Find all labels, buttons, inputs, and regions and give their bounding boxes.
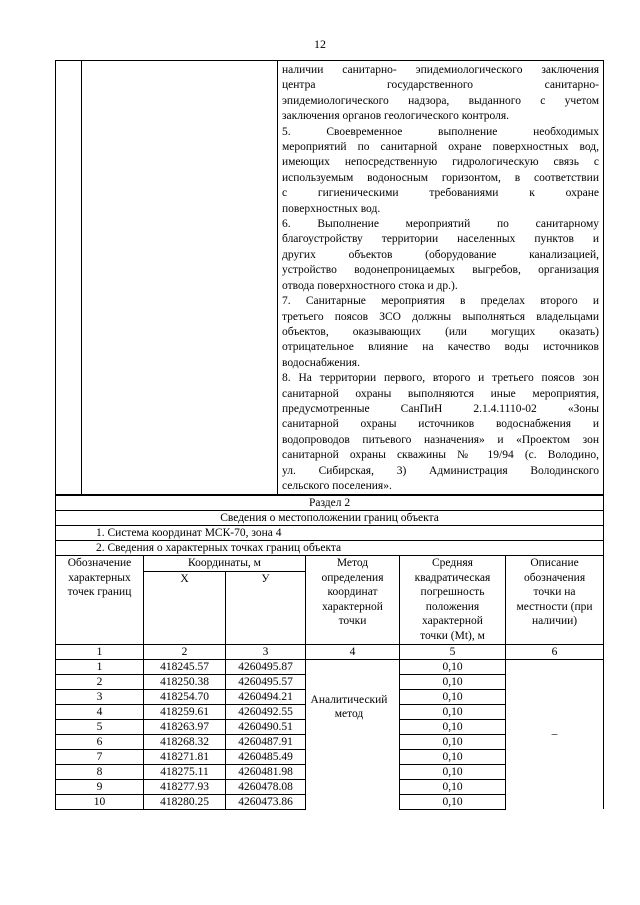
text-line: санитарной охраны скважины № 19/94 (с. Володино, bbox=[282, 449, 599, 462]
column-number: 6 bbox=[506, 644, 604, 659]
coord-y: 4260487.91 bbox=[226, 734, 306, 749]
column-number: 5 bbox=[400, 644, 506, 659]
continuation-paragraph bbox=[282, 63, 599, 125]
text-line: 7. Санитарные мероприятия в пределах второго и bbox=[282, 295, 599, 308]
header-text: точки на bbox=[533, 586, 576, 598]
error-value: 0,10 bbox=[400, 734, 506, 749]
header-text: положения bbox=[425, 600, 480, 613]
error-value: 0,10 bbox=[400, 689, 506, 704]
coord-x: 418280.25 bbox=[144, 794, 226, 809]
text-line: сельского поселения». bbox=[282, 479, 392, 492]
text-line: водопроводов питьевого назначения» и «Проектом зон bbox=[282, 433, 599, 446]
coord-x: 418263.97 bbox=[144, 719, 226, 734]
coord-x: 418277.93 bbox=[144, 779, 226, 794]
header-text: Метод bbox=[336, 557, 369, 569]
header-text: Обозначение bbox=[67, 557, 132, 569]
measures-text-cell bbox=[278, 61, 604, 495]
header-text: точки bbox=[338, 615, 367, 627]
text-line: ул. Сибирская, 3) Администрация Володинского bbox=[282, 464, 599, 477]
point-number: 5 bbox=[56, 719, 144, 734]
text-line: заключения органов геологического контроля. bbox=[282, 110, 510, 123]
header-text: погрешность bbox=[420, 586, 485, 598]
text-line: 6. Выполнение мероприятий по санитарному bbox=[282, 218, 599, 231]
coord-y: 4260485.49 bbox=[226, 749, 306, 764]
error-value: 0,10 bbox=[400, 794, 506, 809]
text-line: водоснабжения. bbox=[282, 356, 360, 369]
text-line: отрицательное влияние на качество воды источников bbox=[282, 341, 599, 354]
coord-y: 4260492.55 bbox=[226, 704, 306, 719]
error-value: 0,10 bbox=[400, 674, 506, 689]
header-error bbox=[400, 556, 506, 645]
coord-y: 4260490.51 bbox=[226, 719, 306, 734]
header-text: характерной bbox=[322, 600, 383, 613]
coord-x: 418245.57 bbox=[144, 659, 226, 674]
text-line: 8. На территории первого, второго и третьего поясов зон bbox=[282, 372, 599, 385]
text-line: санитарной охраны выполняются иные мероприятия, bbox=[282, 387, 599, 400]
header-coordinates: Координаты, м bbox=[144, 556, 306, 572]
text-line: третьего поясов ЗСО должны выполняться владельцами bbox=[282, 310, 599, 323]
empty-cell-name bbox=[82, 61, 278, 495]
text-line: санитарной охраны источников водоснабжения и bbox=[282, 418, 599, 431]
characteristic-points-line: 2. Сведения о характерных точках границ объекта bbox=[56, 541, 604, 556]
coord-x: 418271.81 bbox=[144, 749, 226, 764]
coord-y: 4260478.08 bbox=[226, 779, 306, 794]
coord-x: 418254.70 bbox=[144, 689, 226, 704]
measure-item-7 bbox=[282, 294, 599, 371]
measure-item-8 bbox=[282, 371, 599, 494]
header-designation bbox=[56, 556, 144, 645]
point-number: 1 bbox=[56, 659, 144, 674]
header-description bbox=[506, 556, 604, 645]
text-line: с гигиеническими требованиями к охране bbox=[282, 187, 599, 200]
header-text: координат bbox=[327, 586, 378, 598]
text-line: мероприятий по санитарной охране поверхностных вод, bbox=[282, 141, 599, 154]
header-text: Средняя bbox=[432, 557, 473, 569]
method-text: Аналитический bbox=[310, 694, 388, 706]
error-value: 0,10 bbox=[400, 704, 506, 719]
text-line: поверхностных вод. bbox=[282, 202, 381, 215]
description-cell: – bbox=[506, 659, 604, 809]
point-number: 2 bbox=[56, 674, 144, 689]
error-value: 0,10 bbox=[400, 659, 506, 674]
column-number: 2 bbox=[144, 644, 226, 659]
header-text: характерных bbox=[68, 571, 131, 584]
section-title: Раздел 2 bbox=[56, 496, 604, 511]
measure-item-5 bbox=[282, 125, 599, 217]
text-line: центра государственного санитарно- bbox=[282, 79, 599, 92]
text-line: объектов, оказывающих (или могущих оказать) bbox=[282, 325, 599, 338]
coord-y: 4260494.21 bbox=[226, 689, 306, 704]
column-number: 1 bbox=[56, 644, 144, 659]
measure-item-6 bbox=[282, 217, 599, 294]
error-value: 0,10 bbox=[400, 749, 506, 764]
method-text: метод bbox=[334, 708, 364, 720]
text-line: предусмотренные СанПиН 2.1.4.1110-02 «Зоны bbox=[282, 402, 599, 415]
header-text: характерной bbox=[422, 615, 483, 627]
header-text: местности (при bbox=[516, 600, 593, 613]
point-number: 9 bbox=[56, 779, 144, 794]
coord-x: 418259.61 bbox=[144, 704, 226, 719]
header-text: обозначения bbox=[523, 571, 586, 584]
coordinate-system-line: 1. Система координат МСК-70, зона 4 bbox=[56, 526, 604, 541]
text-line: имеющих непосредственную гидрологическую связь с bbox=[282, 156, 599, 169]
header-text: точек границ bbox=[67, 586, 132, 598]
header-x: X bbox=[144, 571, 226, 644]
empty-cell-index bbox=[56, 61, 82, 495]
header-text: Описание bbox=[530, 557, 579, 569]
measures-table-continuation bbox=[55, 60, 604, 495]
page-number: 12 bbox=[314, 37, 326, 51]
point-number: 7 bbox=[56, 749, 144, 764]
text-line: других объектов (оборудование канализацией, bbox=[282, 248, 599, 261]
table-row bbox=[56, 659, 604, 674]
header-y: У bbox=[226, 571, 306, 644]
method-value bbox=[300, 693, 398, 721]
boundary-points-table bbox=[55, 495, 604, 810]
text-line: используемым водоносным горизонтом, в соответствии bbox=[282, 171, 599, 184]
point-number: 3 bbox=[56, 689, 144, 704]
header-text: определения bbox=[321, 571, 384, 584]
coord-x: 418275.11 bbox=[144, 764, 226, 779]
coord-x: 418250.38 bbox=[144, 674, 226, 689]
column-number: 3 bbox=[226, 644, 306, 659]
coord-y: 4260481.98 bbox=[226, 764, 306, 779]
header-text: наличии) bbox=[531, 615, 578, 627]
coord-y: 4260473.86 bbox=[226, 794, 306, 809]
header-method bbox=[306, 556, 400, 645]
point-number: 10 bbox=[56, 794, 144, 809]
point-number: 6 bbox=[56, 734, 144, 749]
section-subtitle: Сведения о местоположении границ объекта bbox=[56, 511, 604, 526]
coord-x: 418268.32 bbox=[144, 734, 226, 749]
header-text: квадратическая bbox=[414, 571, 491, 584]
coord-y: 4260495.87 bbox=[226, 659, 306, 674]
column-number: 4 bbox=[306, 644, 400, 659]
error-value: 0,10 bbox=[400, 719, 506, 734]
text-line: наличии санитарно- эпидемиологического заключения bbox=[282, 64, 599, 76]
header-text: точки (Mt), м bbox=[420, 629, 485, 642]
text-line: благоустройству территории населенных пунктов и bbox=[282, 233, 599, 246]
coord-y: 4260495.57 bbox=[226, 674, 306, 689]
point-number: 8 bbox=[56, 764, 144, 779]
point-number: 4 bbox=[56, 704, 144, 719]
error-value: 0,10 bbox=[400, 779, 506, 794]
text-line: отвода поверхностного стока и др.). bbox=[282, 279, 458, 292]
error-value: 0,10 bbox=[400, 764, 506, 779]
text-line: эпидемиологического надзора, выданного с учетом bbox=[282, 94, 599, 107]
text-line: устройство водонепроницаемых выгребов, организация bbox=[282, 264, 599, 277]
text-line: 5. Своевременное выполнение необходимых bbox=[282, 125, 599, 138]
